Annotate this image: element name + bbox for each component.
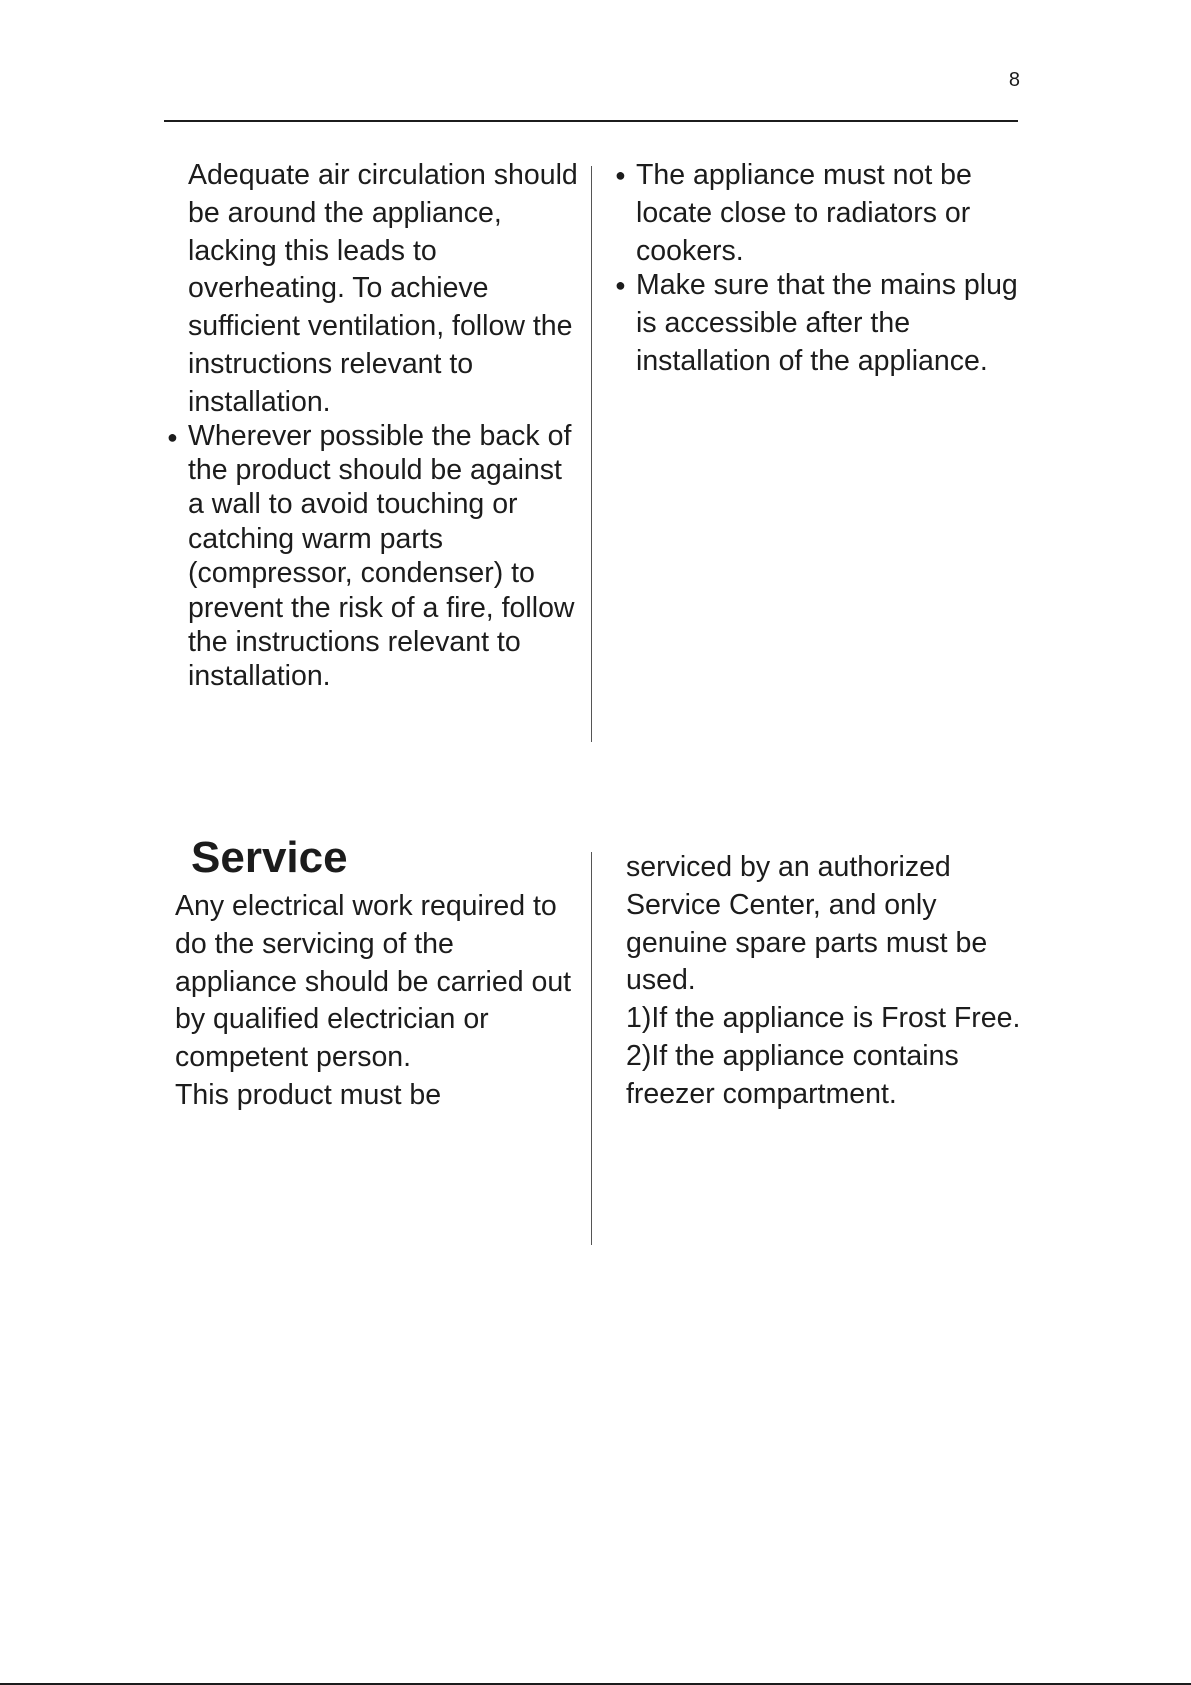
product-service-paragraph: This product must be [175, 1078, 442, 1111]
frost-free-note: 1)If the appliance is Frost Free. [626, 1002, 1021, 1035]
electrical-work-paragraph: Any electrical work required to do the servicing of the appliance should be carried out by qualified electrician or competent person. [175, 890, 572, 1074]
left-top-column [167, 157, 584, 694]
service-right-column [626, 849, 1026, 1114]
wall-placement-text: Wherever possible the back of the product should be against a wall to avoid touching or catching warm parts (compressor, condenser) to prevent the risk of a fire, follow the instructions relevant to installation. [188, 419, 575, 693]
radiator-text: The appliance must not be locate close to radiators or cookers. [636, 159, 972, 267]
column-divider-bottom [591, 852, 592, 1245]
authorized-service-paragraph: serviced by an authorized Service Center, and only genuine spare parts must be used. [626, 851, 988, 997]
service-left-column [175, 888, 575, 1115]
service-title: Service [191, 833, 348, 882]
mains-plug-bullet [615, 267, 1028, 380]
freezer-note: 2)If the appliance contains freezer compartment. [626, 1039, 959, 1110]
radiator-bullet [615, 157, 1028, 270]
bullet-icon: ● [615, 165, 626, 185]
header-rule [164, 120, 1018, 122]
page-number: 8 [1008, 69, 1020, 91]
column-divider-top [591, 166, 592, 742]
air-circulation-paragraph: Adequate air circulation should be around the appliance, lacking this leads to overheating. To achieve sufficient ventilation, follow the instructions relevant to installation. [188, 159, 578, 418]
wall-placement-bullet [167, 419, 584, 694]
bullet-icon: ● [615, 275, 626, 296]
mains-plug-text: Make sure that the mains plug is accessible after the installation of the appliance. [636, 269, 1018, 377]
right-top-column [615, 157, 1028, 381]
bullet-icon: ● [167, 426, 178, 447]
